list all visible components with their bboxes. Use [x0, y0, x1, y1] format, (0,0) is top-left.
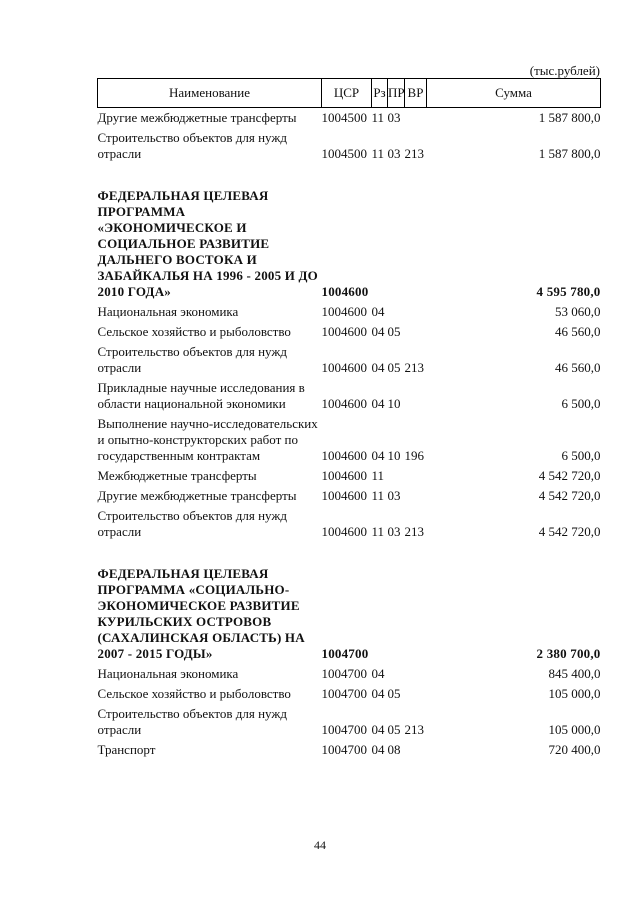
row-name: Строительство объектов для нужд отрасли [97, 130, 287, 161]
page-number: 44 [314, 838, 326, 852]
row-sum: 105 000,0 [548, 722, 601, 737]
row-csr: 1004700 [321, 742, 367, 757]
row-csr: 1004700 [321, 666, 367, 681]
row-vr: 213 [404, 524, 424, 539]
row-vr [405, 108, 427, 129]
table-row [98, 128, 601, 164]
row-name: Прикладные научные исследования в области национальной экономики [97, 380, 305, 411]
row-pr [388, 186, 405, 302]
row-sum: 845 400,0 [548, 666, 601, 681]
header-name: Наименование [98, 79, 322, 108]
program-name: ФЕДЕРАЛЬНАЯ ЦЕЛЕВАЯ ПРОГРАММА «СОЦИАЛЬНО-ЭКОНОМИЧЕСКОЕ РАЗВИТИЕ КУРИЛЬСКИХ ОСТРОВОВ (САХАЛИНСКАЯ ОБЛАСТЬ) НА 2007 - 2015 ГОДЫ» [97, 566, 305, 661]
row-rz: 04 [371, 304, 385, 319]
table-row [98, 342, 601, 378]
row-sum: 720 400,0 [548, 742, 601, 757]
row-sum: 53 060,0 [555, 304, 601, 319]
row-vr: 196 [404, 448, 424, 463]
row-vr [405, 466, 427, 486]
row-vr [405, 302, 427, 322]
row-name: Строительство объектов для нужд отрасли [97, 344, 287, 375]
row-csr: 1004500 [321, 110, 367, 125]
row-csr: 1004700 [321, 686, 367, 701]
row-pr: 05 [387, 722, 401, 737]
row-csr: 1004700 [321, 722, 367, 737]
row-pr: 05 [387, 360, 401, 375]
row-vr [405, 378, 427, 414]
row-vr [405, 664, 427, 684]
row-sum: 4 542 720,0 [538, 488, 601, 503]
header-pr: ПР [388, 79, 405, 108]
header-rz: Рз [372, 79, 388, 108]
row-csr: 1004600 [321, 304, 367, 319]
budget-table [97, 78, 601, 760]
row-sum: 4 542 720,0 [538, 524, 601, 539]
row-sum: 6 500,0 [561, 448, 601, 463]
row-sum: 4 595 780,0 [536, 284, 601, 299]
row-rz: 11 [371, 146, 385, 161]
row-csr: 1004600 [321, 488, 367, 503]
row-rz: 11 [371, 468, 385, 483]
row-vr [405, 322, 427, 342]
row-rz: 04 [371, 324, 385, 339]
row-pr: 03 [387, 488, 401, 503]
row-pr [388, 302, 405, 322]
program-name: ФЕДЕРАЛЬНАЯ ЦЕЛЕВАЯ ПРОГРАММА «ЭКОНОМИЧЕСКОЕ И СОЦИАЛЬНОЕ РАЗВИТИЕ ДАЛЬНЕГО ВОСТОКА И ЗАБАЙКАЛЬЯ НА 1996 - 2005 И ДО 2010 ГОДА» [97, 188, 318, 299]
table-row [98, 684, 601, 704]
row-name: Другие межбюджетные трансферты [97, 110, 297, 125]
row-name: Национальная экономика [97, 304, 239, 319]
row-vr [405, 564, 427, 664]
row-sum: 6 500,0 [561, 396, 601, 411]
row-pr: 03 [387, 524, 401, 539]
table-row [98, 466, 601, 486]
table-body [98, 108, 601, 761]
row-vr: 213 [404, 360, 424, 375]
row-pr [388, 664, 405, 684]
row-csr: 1004600 [321, 284, 369, 299]
row-csr: 1004600 [321, 324, 367, 339]
row-sum: 46 560,0 [555, 324, 601, 339]
row-csr: 1004600 [321, 396, 367, 411]
table-row [98, 506, 601, 542]
row-pr: 10 [387, 396, 401, 411]
header-csr: ЦСР [322, 79, 372, 108]
row-rz: 04 [371, 722, 385, 737]
row-spacer [98, 542, 601, 564]
table-header [98, 79, 601, 108]
row-rz: 11 [371, 110, 385, 125]
row-vr [405, 740, 427, 760]
row-pr [388, 466, 405, 486]
row-csr: 1004600 [321, 524, 367, 539]
row-sum: 1 587 800,0 [538, 110, 601, 125]
row-pr: 10 [387, 448, 401, 463]
row-sum: 2 380 700,0 [536, 646, 601, 661]
row-sum: 4 542 720,0 [538, 468, 601, 483]
row-rz [372, 564, 388, 664]
row-pr: 03 [387, 110, 401, 125]
row-pr: 08 [387, 742, 401, 757]
table-row [98, 704, 601, 740]
table-row [98, 664, 601, 684]
row-rz [372, 186, 388, 302]
row-name: Строительство объектов для нужд отрасли [97, 508, 287, 539]
row-rz: 04 [371, 396, 385, 411]
table-row [98, 378, 601, 414]
table-row [98, 486, 601, 506]
row-name: Транспорт [97, 742, 156, 757]
row-name: Строительство объектов для нужд отрасли [97, 706, 287, 737]
row-rz: 11 [371, 524, 385, 539]
row-name: Другие межбюджетные трансферты [97, 488, 297, 503]
program-row [98, 564, 601, 664]
row-sum: 46 560,0 [555, 360, 601, 375]
row-csr: 1004600 [321, 468, 367, 483]
row-rz: 04 [371, 686, 385, 701]
row-name: Сельское хозяйство и рыболовство [97, 324, 291, 339]
row-sum: 105 000,0 [548, 686, 601, 701]
row-vr: 213 [404, 146, 424, 161]
row-vr [405, 684, 427, 704]
table-row [98, 322, 601, 342]
row-rz: 11 [371, 488, 385, 503]
table-row [98, 302, 601, 322]
row-vr: 213 [404, 722, 424, 737]
header-sum: Сумма [427, 79, 601, 108]
row-sum: 1 587 800,0 [538, 146, 601, 161]
row-csr: 1004600 [321, 448, 367, 463]
row-csr: 1004500 [321, 146, 367, 161]
row-rz: 04 [371, 742, 385, 757]
row-pr: 05 [387, 686, 401, 701]
row-name: Сельское хозяйство и рыболовство [97, 686, 291, 701]
row-pr [388, 564, 405, 664]
units-note: (тыс.рублей) [529, 63, 600, 78]
row-spacer [98, 164, 601, 186]
table-row [98, 108, 601, 129]
row-name: Национальная экономика [97, 666, 239, 681]
row-csr: 1004600 [321, 360, 367, 375]
row-pr: 03 [387, 146, 401, 161]
table-row [98, 740, 601, 760]
row-vr [405, 486, 427, 506]
row-csr: 1004700 [321, 646, 369, 661]
row-vr [405, 186, 427, 302]
program-row [98, 186, 601, 302]
row-pr: 05 [387, 324, 401, 339]
row-name: Выполнение научно-исследовательских и опытно-конструкторских работ по государственным контрактам [97, 416, 318, 463]
row-rz: 04 [371, 360, 385, 375]
header-vr: ВР [405, 79, 427, 108]
table-row [98, 414, 601, 466]
row-name: Межбюджетные трансферты [97, 468, 257, 483]
row-rz: 04 [371, 448, 385, 463]
row-rz: 04 [371, 666, 385, 681]
